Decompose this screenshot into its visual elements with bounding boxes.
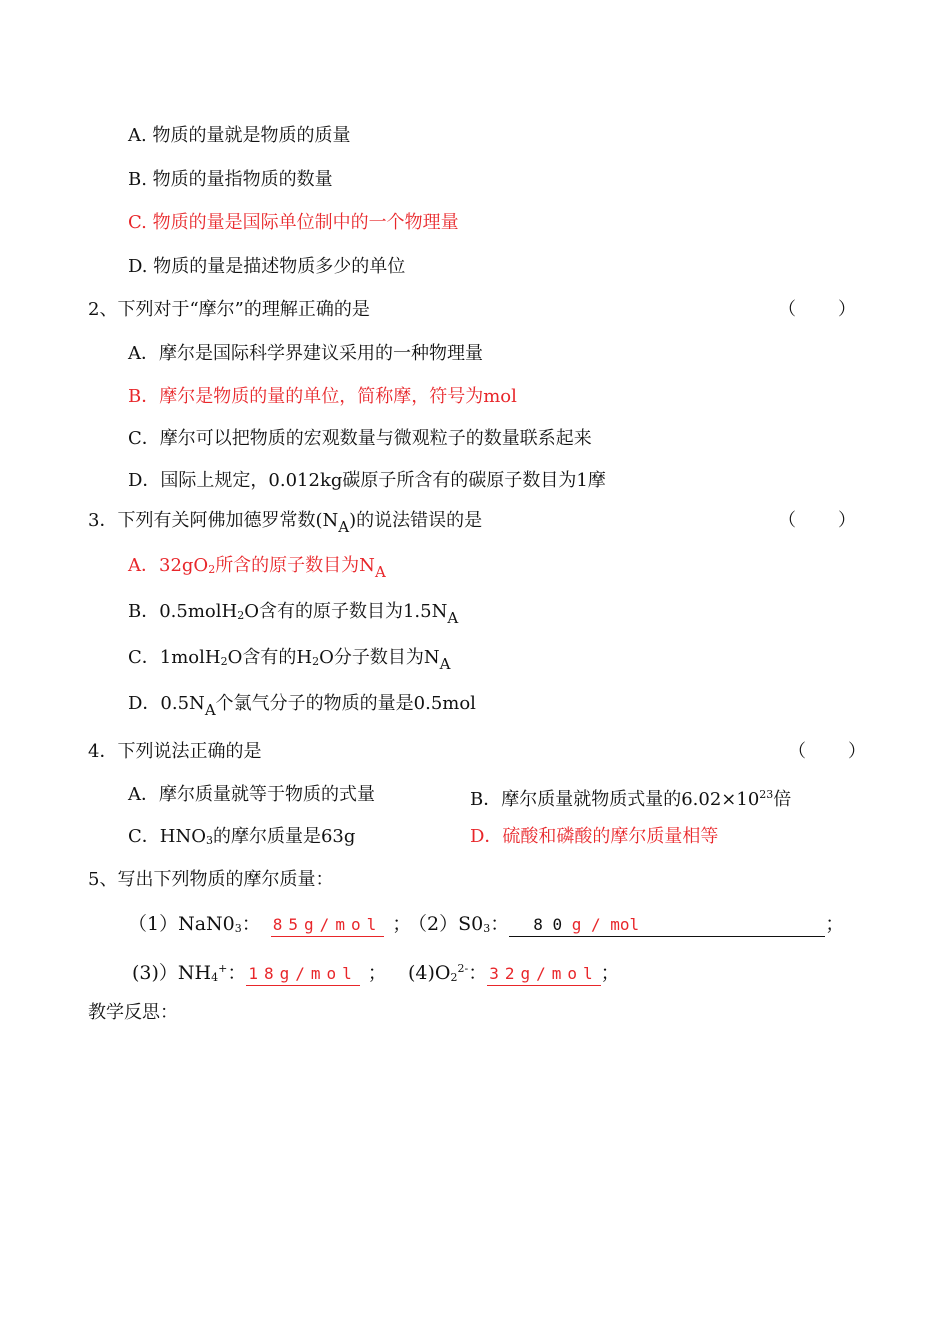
q2-option-c: C．摩尔可以把物质的宏观数量与微观粒子的数量联系起来 bbox=[128, 428, 592, 449]
q4-c-sub: 3 bbox=[205, 834, 213, 847]
q3-d-pre: D．0.5N bbox=[128, 693, 205, 714]
q4-option-a: A．摩尔质量就等于物质的式量 bbox=[128, 784, 375, 805]
q3-stem-sub: A bbox=[338, 518, 350, 536]
q5-item-2 bbox=[408, 912, 844, 941]
q4-b-pre: B．摩尔质量就物质式量的6.02×10 bbox=[470, 789, 760, 810]
q3-option-c bbox=[128, 646, 450, 674]
q4-b-post: 倍 bbox=[773, 789, 792, 810]
q5-stem: 5、写出下列物质的摩尔质量： bbox=[88, 869, 334, 890]
q5-i4-sup: 2- bbox=[457, 962, 469, 975]
q3-a-pre: A．32gO bbox=[128, 555, 209, 576]
q5-i1-sub: 3 bbox=[234, 922, 242, 935]
q3-a-post: 所含的原子数目为N bbox=[215, 555, 375, 576]
q3-b-nsub: A bbox=[447, 609, 459, 627]
q3-c-sub: 2 bbox=[220, 655, 228, 668]
q2-option-b-answer: B．摩尔是物质的量的单位，简称摩，符号为mol bbox=[128, 386, 517, 407]
q5-i2-colon: ： bbox=[490, 913, 510, 935]
q3-b-sub: 2 bbox=[237, 609, 245, 622]
q4-c-post: 的摩尔质量是63g bbox=[212, 826, 356, 847]
q5-i2-end: ； bbox=[825, 913, 845, 935]
q3-c-nsub: A bbox=[439, 655, 451, 673]
q5-i3-answer-blank[interactable]: 18g/mol bbox=[246, 963, 359, 986]
q3-b-pre: B．0.5molH bbox=[128, 601, 238, 622]
teaching-reflection-label: 教学反思： bbox=[88, 1002, 178, 1023]
q5-i3-sub: 4 bbox=[211, 971, 219, 984]
q3-c-sub2: 2 bbox=[312, 655, 320, 668]
q3-c-pre: C．1molH bbox=[128, 647, 221, 668]
q3-stem bbox=[88, 509, 483, 536]
q5-item-3 bbox=[132, 957, 387, 990]
q3-stem-post: )的说法错误的是 bbox=[349, 510, 483, 531]
q5-i4-answer-blank[interactable]: 32g/mol bbox=[487, 963, 600, 986]
q5-i3-end: ； bbox=[367, 962, 387, 984]
q5-item-1 bbox=[128, 912, 411, 941]
q2-answer-paren: （ ） bbox=[778, 299, 858, 320]
q4-b-sup: 23 bbox=[759, 788, 774, 801]
q3-c-post: O分子数目为N bbox=[319, 647, 440, 668]
q4-stem: 4．下列说法正确的是 bbox=[88, 741, 262, 762]
q3-d-nsub: A bbox=[204, 701, 216, 719]
q1-option-d: D. 物质的量是描述物质多少的单位 bbox=[128, 256, 406, 277]
q3-c-mid: O含有的H bbox=[227, 647, 313, 668]
q5-i2-label: （2）S0 bbox=[408, 913, 484, 935]
q2-option-d: D．国际上规定，0.012kg碳原子所含有的碳原子数目为1摩 bbox=[128, 470, 606, 491]
q1-option-c-answer: C. 物质的量是国际单位制中的一个物理量 bbox=[128, 212, 459, 233]
q5-i3-colon: ： bbox=[227, 962, 247, 984]
q3-b-post: O含有的原子数目为1.5N bbox=[244, 601, 448, 622]
q5-i2-answer-number: 8 0 bbox=[533, 915, 563, 934]
q3-a-sub: 2 bbox=[208, 563, 216, 576]
q5-i1-end: ； bbox=[392, 913, 412, 935]
q5-i4-label: (4)O bbox=[408, 962, 451, 984]
q3-option-a-answer bbox=[128, 554, 386, 582]
q3-option-b bbox=[128, 600, 458, 628]
q4-option-c bbox=[128, 825, 355, 853]
q5-i3-label: (3)）NH bbox=[132, 962, 212, 984]
q2-option-a: A．摩尔是国际科学界建议采用的一种物理量 bbox=[128, 343, 483, 364]
q5-i4-colon: ： bbox=[468, 962, 488, 984]
q5-i1-label: （1）NaN0 bbox=[128, 913, 235, 935]
q5-item-4 bbox=[408, 957, 620, 990]
q3-option-d bbox=[128, 692, 476, 719]
q5-i4-end: ； bbox=[600, 962, 620, 984]
q1-option-b: B. 物质的量指物质的数量 bbox=[128, 169, 333, 190]
q5-i2-answer-blank[interactable] bbox=[509, 913, 825, 937]
q4-answer-paren: （ ） bbox=[788, 741, 868, 762]
q3-d-post: 个氯气分子的物质的量是0.5mol bbox=[215, 693, 476, 714]
q4-option-b bbox=[470, 783, 791, 812]
q3-stem-pre: 3．下列有关阿佛加德罗常数(N bbox=[88, 510, 339, 531]
q5-i3-sup: + bbox=[218, 962, 228, 975]
q4-c-pre: C．HNO bbox=[128, 826, 206, 847]
q5-i2-answer-unit: g / mol bbox=[562, 915, 640, 934]
q5-i1-answer-blank[interactable]: 85g/mol bbox=[271, 914, 384, 937]
q3-a-nsub: A bbox=[374, 563, 386, 581]
q4-option-d-answer: D．硫酸和磷酸的摩尔质量相等 bbox=[470, 826, 719, 847]
q1-option-a: A. 物质的量就是物质的质量 bbox=[128, 125, 351, 146]
q5-i1-colon: ： bbox=[241, 913, 261, 935]
q3-answer-paren: （ ） bbox=[778, 510, 858, 531]
q2-stem: 2、下列对于“摩尔”的理解正确的是 bbox=[88, 299, 370, 320]
q5-i4-sub: 2 bbox=[450, 971, 458, 984]
q5-i2-sub: 3 bbox=[483, 922, 491, 935]
